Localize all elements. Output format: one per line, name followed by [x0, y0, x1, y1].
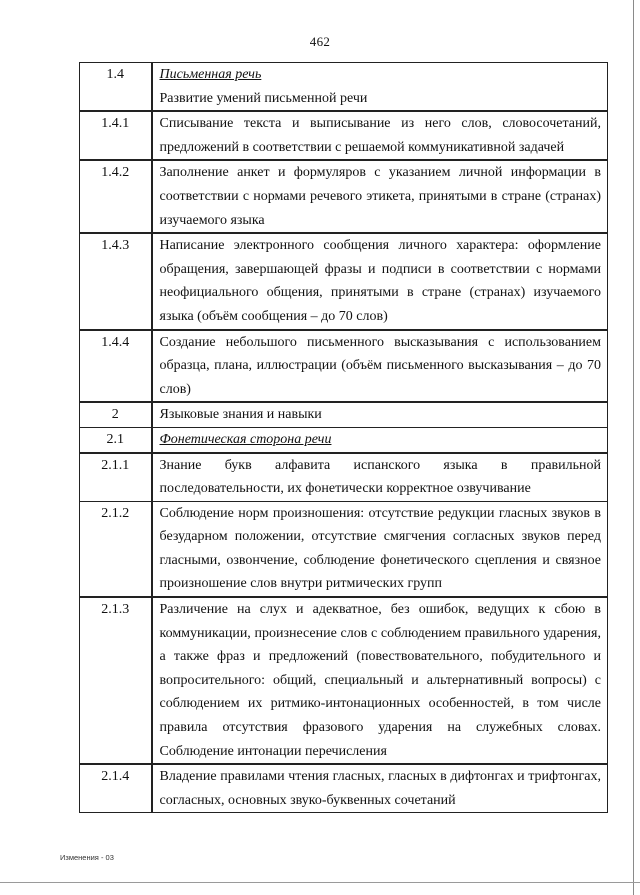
- row-text: Развитие умений письменной речи: [159, 90, 368, 106]
- row-text: Языковые знания и навыки: [152, 402, 608, 427]
- row-code: 1.4.3: [80, 233, 152, 329]
- table-row: [80, 501, 608, 597]
- table-row: [80, 111, 608, 160]
- row-text: Различение на слух и адекватное, без ошибок, ведущих к сбою в коммуникации, произнесение слов с соблюдением правильного ударения, а также фраз и предложений (повествовательного, побудительного и вопросительного: общий, специальный и альтернативный вопросы) с соблюдением их ритмико-интонационных особенностей, в том числе правила отсутствия фразового ударения на служебных словах. Соблюдение интонации перечисления: [152, 597, 608, 764]
- row-text: Соблюдение норм произношения: отсутствие редукции гласных звуков в безударном положении, отсутствие смягчения согласных звуков перед гласными, озвончение, соблюдение фонетического сцепления и связное произношение слов внутри ритмических групп: [152, 501, 608, 597]
- row-text: Написание электронного сообщения личного характера: оформление обращения, завершающей фразы и подписи в соответствии с нормами неофициального общения, принятыми в стране (странах) изучаемого языка (объём сообщения – до 70 слов): [152, 233, 608, 329]
- table-row: [80, 330, 608, 403]
- row-content: [152, 63, 608, 112]
- row-text: Создание небольшого письменного высказывания с использованием образца, плана, иллюстрации (объём письменного высказывания – до 70 слов): [152, 330, 608, 403]
- row-code: 2.1.1: [80, 453, 152, 502]
- row-code: 2.1: [80, 427, 152, 452]
- section-heading: Фонетическая сторона речи: [159, 431, 332, 447]
- table-row: [80, 402, 608, 427]
- row-text: Заполнение анкет и формуляров с указанием личной информации в соответствии с нормами речевого этикета, принятыми в стране (странах) изучаемого языка: [152, 160, 608, 233]
- section-heading: Письменная речь: [159, 67, 262, 82]
- table-row: [80, 63, 608, 112]
- page-footer: Изменения - 03: [60, 853, 114, 862]
- page-number: 462: [309, 34, 331, 49]
- table-row: [80, 233, 608, 329]
- table-row: [80, 453, 608, 502]
- scan-edge-bottom: [0, 882, 640, 883]
- row-code: 1.4: [80, 63, 152, 112]
- row-text: Владение правилами чтения гласных, гласных в дифтонгах и трифтонгах, согласных, основных звуко-буквенных сочетаний: [152, 764, 608, 813]
- table-row: [80, 427, 608, 452]
- row-code: 2.1.2: [80, 501, 152, 597]
- row-content: [152, 427, 608, 452]
- row-code: 1.4.1: [80, 111, 152, 160]
- row-code: 1.4.2: [80, 160, 152, 233]
- requirements-table: [79, 62, 608, 813]
- row-text: Знание букв алфавита испанского языка в правильной последовательности, их фонетически корректное озвучивание: [152, 453, 608, 502]
- table-row: [80, 597, 608, 764]
- row-code: 2.1.4: [80, 764, 152, 813]
- table-row: [80, 764, 608, 813]
- row-text: Списывание текста и выписывание из него слов, словосочетаний, предложений в соответствии с решаемой коммуникативной задачей: [152, 111, 608, 160]
- row-code: 1.4.4: [80, 330, 152, 403]
- row-code: 2.1.3: [80, 597, 152, 764]
- table-row: [80, 160, 608, 233]
- scan-edge-right: [633, 0, 634, 895]
- row-code: 2: [80, 402, 152, 427]
